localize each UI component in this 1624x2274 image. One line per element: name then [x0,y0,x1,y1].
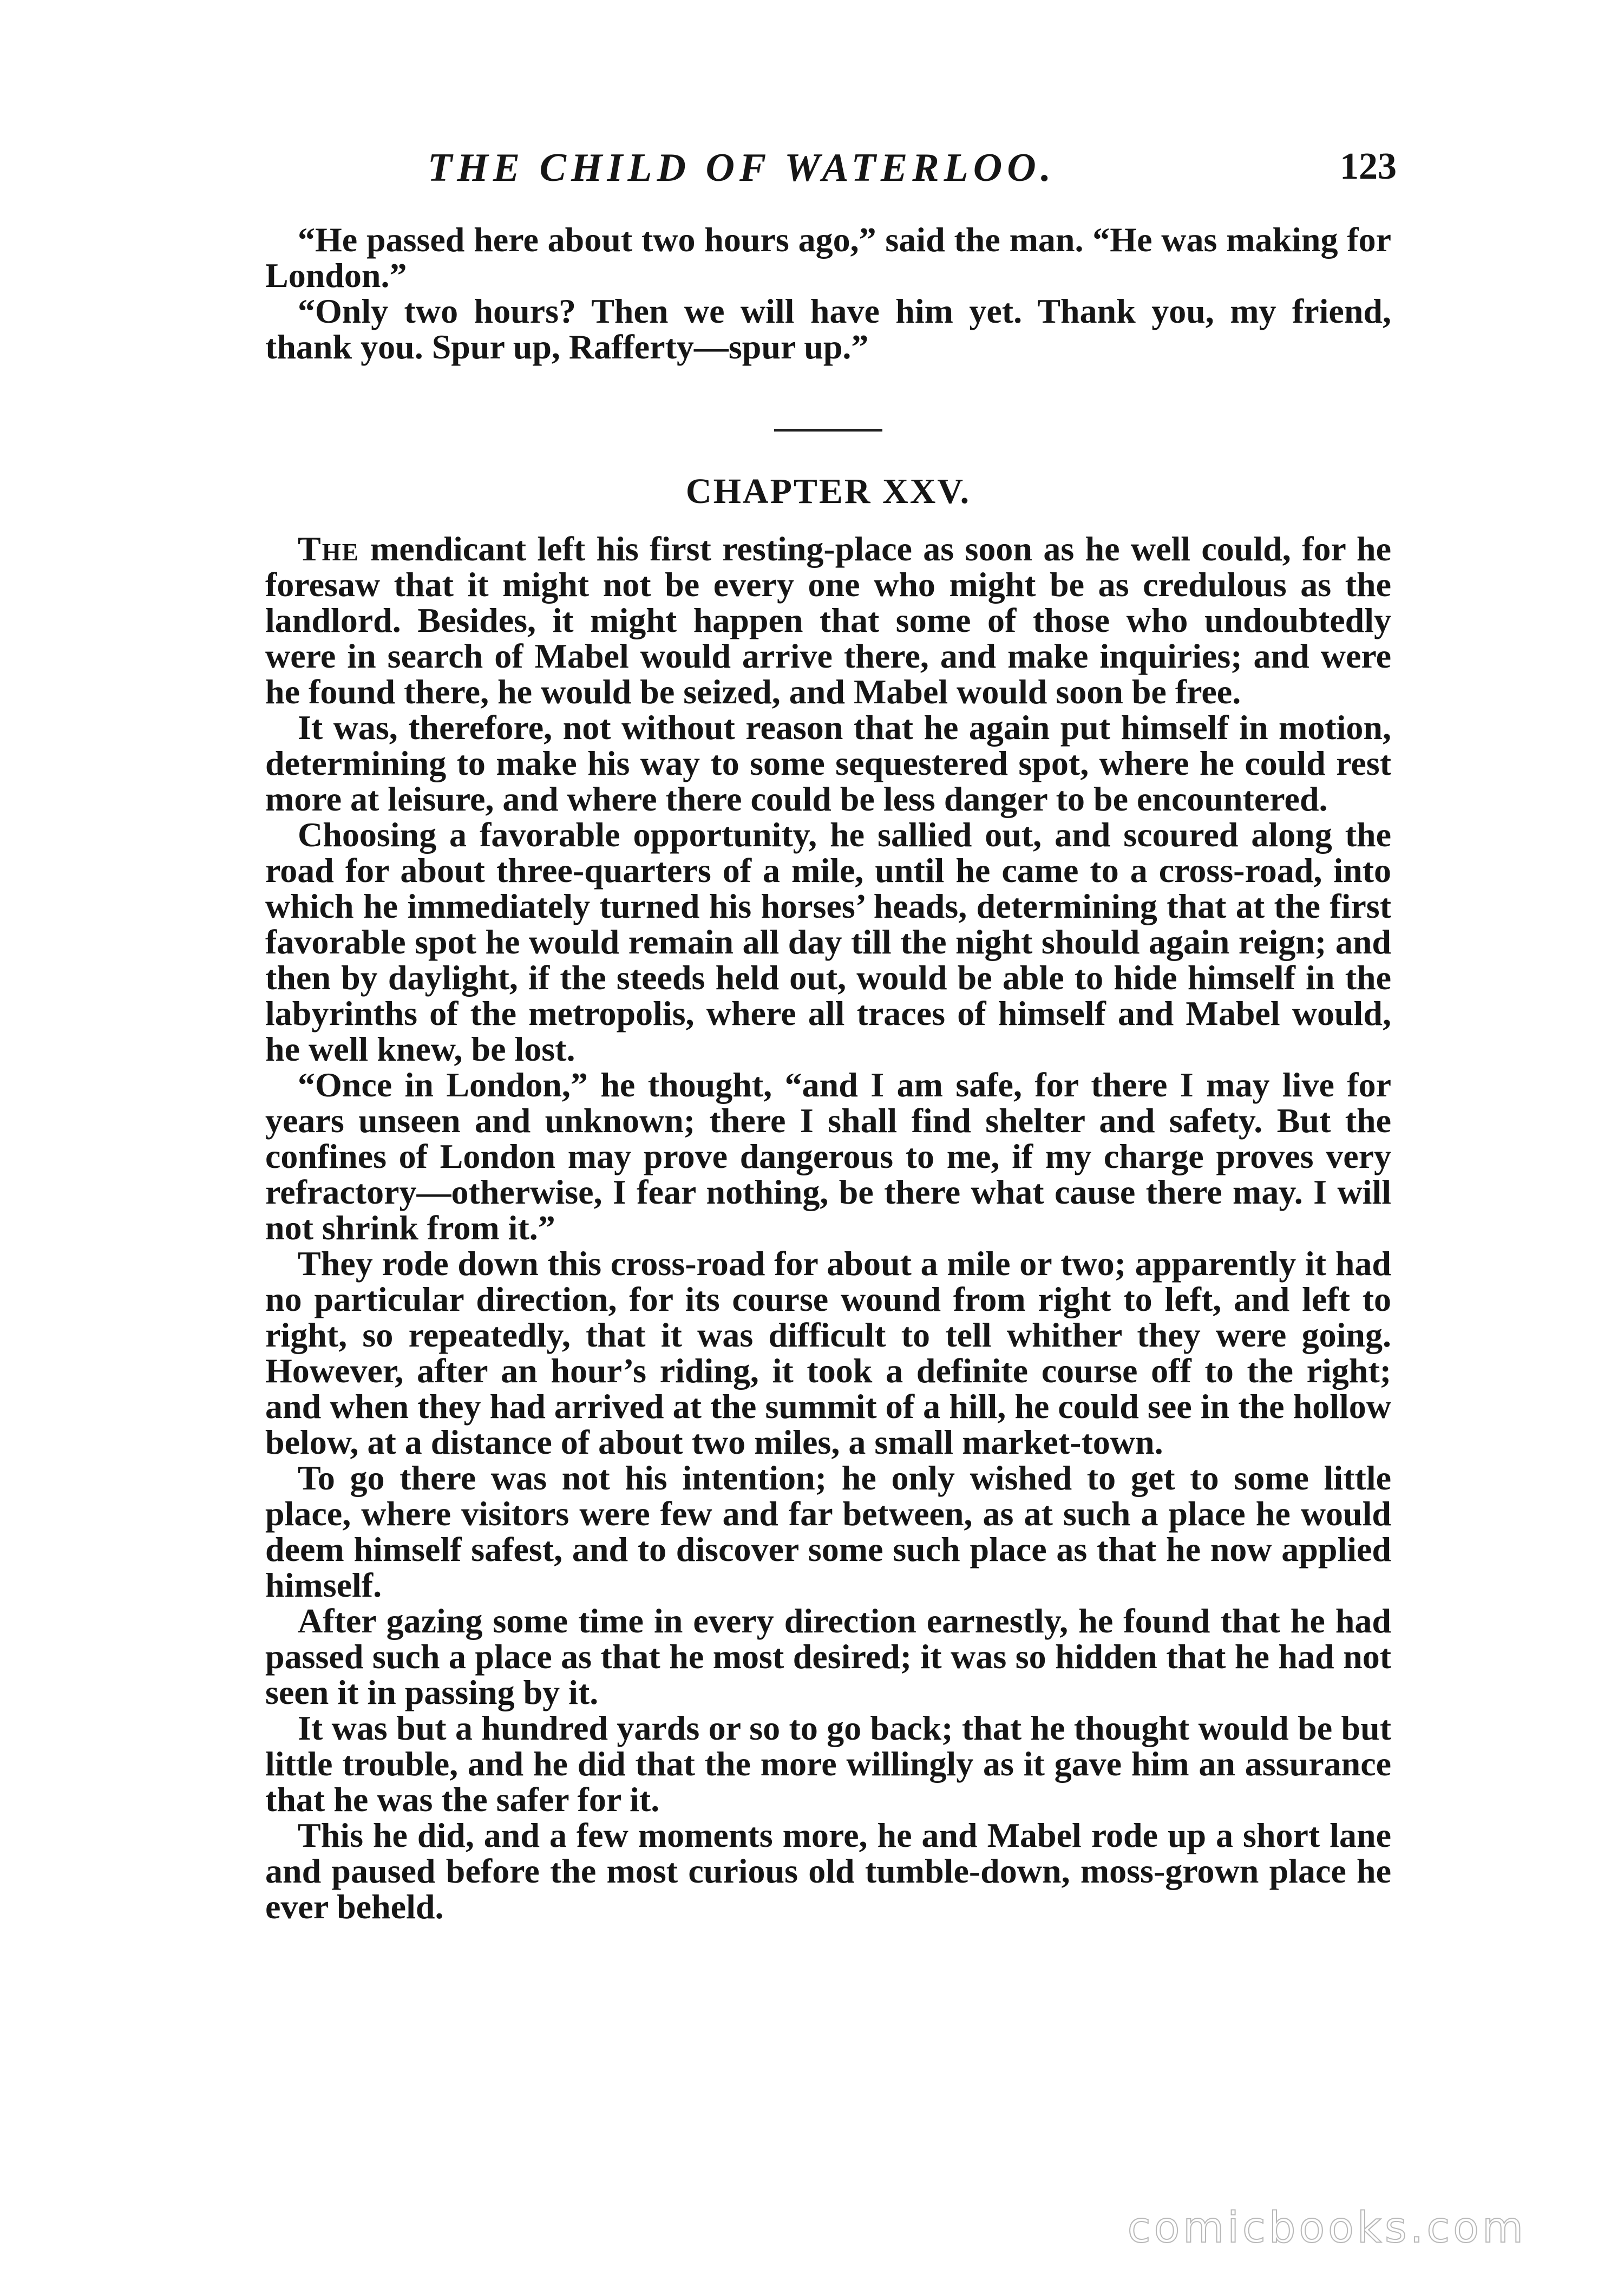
page-number: 123 [1340,146,1397,187]
body-text [265,222,1391,1925]
site-watermark: comicbooks.com [1127,2204,1527,2252]
paragraph: “Once in London,” he thought, “and I am safe, for there I may live for years unseen and unknown; there I shall find shelter and safety. But the confines of London may prove dangerous to me, if my charge proves very refractory—otherwise, I fear nothing, be there what cause there may. I will not shrink from it.” [265,1066,1391,1247]
paragraph: “He passed here about two hours ago,” said the man. “He was making for London.” [265,220,1391,295]
running-title: THE CHILD OF WATERLOO. [428,146,1056,190]
chapter-opening-paragraph [265,531,1391,710]
paragraph: This he did, and a few moments more, he and Mabel rode up a short lane and paused before the most curious old tumble-down, moss-grown place he ever beheld. [265,1816,1391,1926]
paragraph: They rode down this cross-road for about a mile or two; apparently it had no particular direction, for its course wound from right to left, and left to right, so repeatedly, that it was difficult to tell whither they were going. However, after an hour’s riding, it took a definite course off to the right; and when they had arrived at the summit of a hill, he could see in the hollow below, at a distance of about two miles, a small market-town. [265,1244,1391,1461]
chapter-opening-text: mendicant left his first resting-place as soon as he well could, for he foresaw that it might not be every one who might be as credulous as the landlord. Besides, it might happen that some of those who undoubtedly were in search of Mabel would arrive there, and make inquiries; and were he found there, he would be seized, and Mabel would soon be free. [265,530,1391,711]
section-divider [774,429,882,432]
paragraph: “Only two hours? Then we will have him yet. Thank you, my friend, thank you. Spur up, Rafferty—spur up.” [265,292,1391,366]
paragraph: It was but a hundred yards or so to go back; that he thought would be but little trouble, and he did that the more willingly as it gave him an assurance that he was the safer for it. [265,1709,1391,1819]
paragraph: To go there was not his intention; he only wished to get to some little place, where visitors were few and far between, as at such a place he would deem himself safest, and to discover some such place as that he now applied himself. [265,1459,1391,1604]
paragraph: After gazing some time in every direction earnestly, he found that he had passed such a place as that he most desired; it was so hidden that he had not seen it in passing by it. [265,1602,1391,1711]
paragraph: It was, therefore, not without reason that he again put himself in motion, determining to make his way to some sequestered spot, where he could rest more at leisure, and where there could be less danger to be encountered. [265,708,1391,818]
chapter-heading: CHAPTER XXV. [685,472,971,511]
chapter-first-word: The [298,530,359,568]
paragraph: Choosing a favorable opportunity, he sallied out, and scoured along the road for about three-quarters of a mile, until he came to a cross-road, into which he immediately turned his horses’ heads, determining that at the first favorable spot he would remain all day till the night should again reign; and then by daylight, if the steeds held out, would be able to hide himself in the labyrinths of the metropolis, where all traces of himself and Mabel would, he well knew, be lost. [265,815,1391,1068]
running-header [265,145,1397,205]
